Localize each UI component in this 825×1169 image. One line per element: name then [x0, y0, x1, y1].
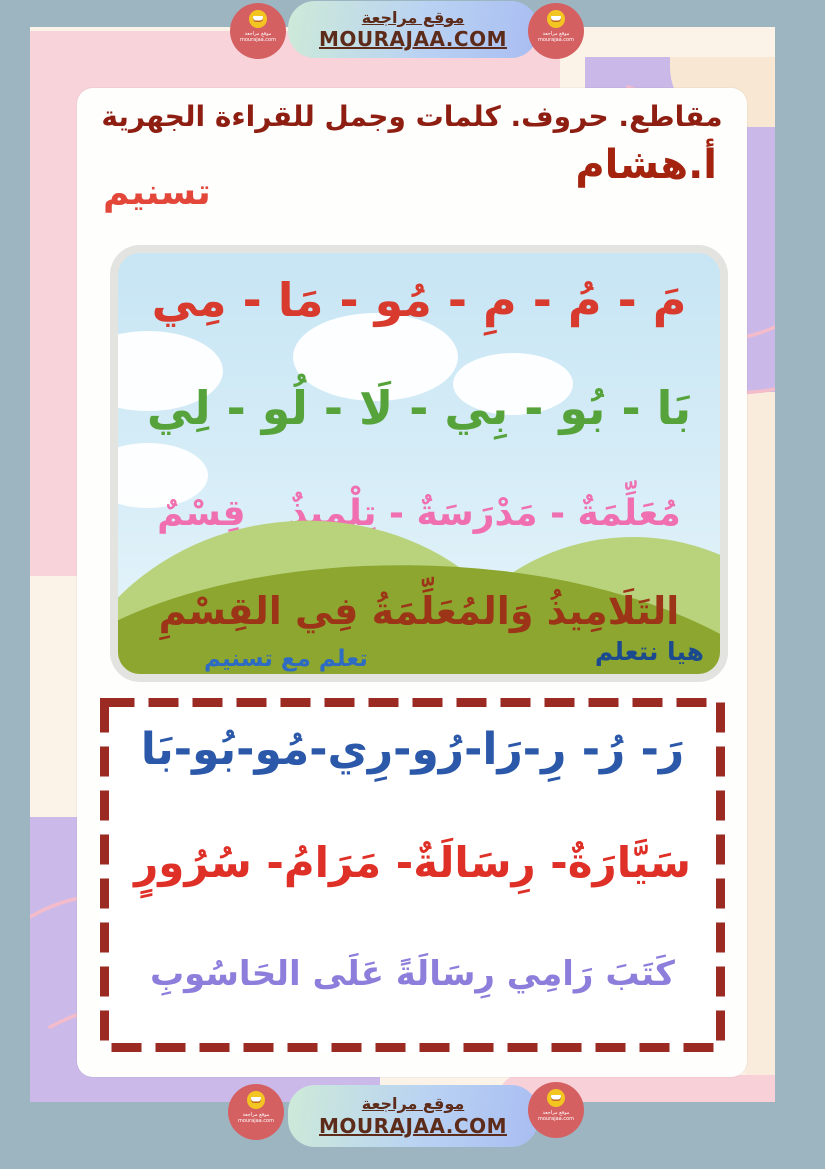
book-icon: [247, 1091, 265, 1109]
caption-learn-with-tasneem: تعلم مع تسنيم: [204, 646, 368, 672]
worksheet-card: [77, 88, 747, 1077]
footer-brand-banner[interactable]: [288, 1085, 538, 1147]
logo-caption: [538, 31, 574, 44]
caption-lets-learn: هيا نتعلم: [594, 637, 704, 666]
book-icon: [547, 10, 565, 28]
teacher-name: أ.هشام: [575, 142, 717, 188]
book-icon: [249, 10, 267, 28]
logo-caption: [538, 1110, 574, 1123]
syllables-line-meem: مَ - مُ - مِ - مُو - مَا - مِي: [151, 273, 687, 327]
site-domain-link[interactable]: MOURAJAA.COM: [319, 1113, 507, 1138]
logo-caption-ar: موقع مراجعة: [244, 31, 272, 37]
syllables-line-ba-lam: بَا - بُو - بِي - لَا - لُو - لِي: [146, 381, 692, 435]
logo-caption-domain: mourajaa.com: [239, 37, 276, 44]
reading-sentence: التَلَامِيذُ وَالمُعَلِّمَةُ فِي القِسْمِ: [158, 589, 680, 633]
mourajaa-logo: [528, 1082, 584, 1138]
book-icon: [547, 1089, 565, 1107]
reading-board: [110, 245, 728, 682]
practice-sentence: كَتَبَ رَامِي رِسَالَةً عَلَى الحَاسُوبِ: [150, 954, 675, 994]
student-name: تسنيم: [103, 172, 211, 213]
mourajaa-logo: [230, 3, 286, 59]
logo-caption-domain: mourajaa.com: [237, 1118, 274, 1125]
header-brand-banner[interactable]: [288, 1, 538, 58]
syllables-line-ra: رَ- رُ- رِ-رَا-رُو-رِي-مُو-بُو-بَا: [140, 724, 685, 775]
mourajaa-logo: [228, 1084, 284, 1140]
logo-caption-domain: mourajaa.com: [537, 1116, 574, 1123]
page-title: مقاطع. حروف. كلمات وجمل للقراءة الجهرية: [101, 100, 723, 133]
logo-caption: [238, 1112, 274, 1125]
mourajaa-logo: [528, 3, 584, 59]
site-name-arabic: موقع مراجعة: [361, 7, 465, 27]
logo-caption-ar: موقع مراجعة: [242, 1112, 270, 1118]
logo-caption-ar: موقع مراجعة: [542, 1110, 570, 1116]
logo-caption-ar: موقع مراجعة: [542, 31, 570, 37]
words-line: مُعَلِّمَةٌ - مَدْرَسَةٌ - تِلْمِيذٌ _ قِسْمٌ: [157, 493, 681, 534]
logo-caption: [240, 31, 276, 44]
site-domain-link[interactable]: MOURAJAA.COM: [319, 27, 507, 52]
logo-caption-domain: mourajaa.com: [537, 37, 574, 44]
words-line-2: سَيَّارَةٌ- رِسَالَةٌ- مَرَامُ- سُرُورٍ: [134, 838, 691, 887]
practice-board: [100, 698, 725, 1052]
site-name-arabic: موقع مراجعة: [361, 1094, 465, 1114]
